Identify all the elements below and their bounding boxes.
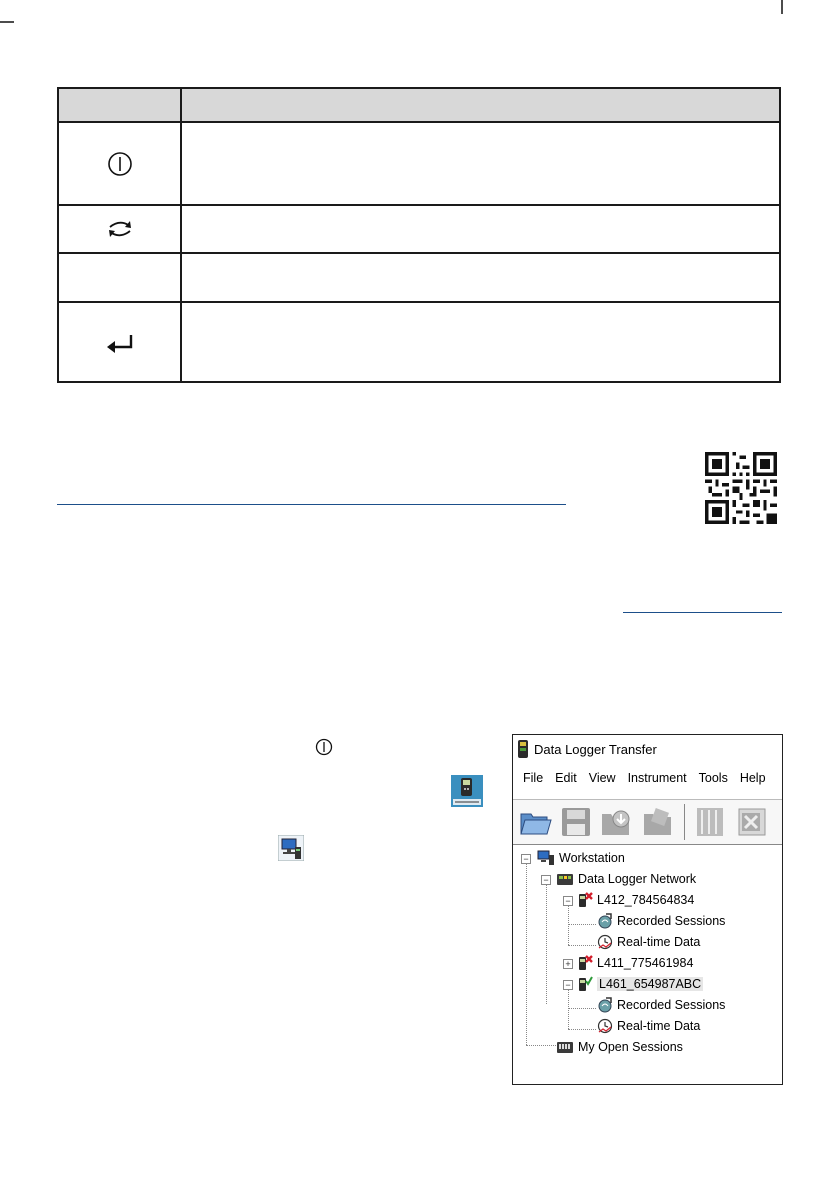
collapse-toggle[interactable]: − bbox=[563, 980, 573, 990]
menu-tools[interactable]: Tools bbox=[698, 771, 728, 785]
logger-connected-icon bbox=[577, 976, 593, 992]
window-title: Data Logger Transfer bbox=[534, 741, 657, 757]
tree-connector bbox=[526, 861, 527, 1045]
tree-label: Workstation bbox=[559, 851, 625, 865]
logger-disconnected-icon bbox=[577, 892, 593, 908]
tree-connector bbox=[568, 945, 596, 946]
network-icon bbox=[556, 871, 574, 887]
open-sessions-icon bbox=[556, 1039, 574, 1055]
tree-label: L461_654987ABC bbox=[599, 977, 702, 991]
save-icon[interactable] bbox=[559, 806, 593, 838]
power-icon bbox=[107, 151, 133, 177]
tree-node-network[interactable] bbox=[556, 870, 696, 888]
tree-label: Recorded Sessions bbox=[617, 998, 726, 1012]
cycle-icon bbox=[106, 217, 134, 241]
collapse-toggle[interactable]: − bbox=[521, 854, 531, 864]
menu-instrument[interactable]: Instrument bbox=[627, 771, 687, 785]
toolbar-separator bbox=[684, 804, 685, 840]
menu-file[interactable]: File bbox=[523, 771, 544, 785]
table-row bbox=[59, 303, 180, 383]
download-icon[interactable] bbox=[599, 806, 633, 838]
app-window bbox=[512, 734, 783, 1085]
table-row bbox=[59, 123, 180, 204]
table-row bbox=[59, 206, 180, 252]
tree-connector bbox=[568, 1029, 596, 1030]
key-function-table bbox=[57, 87, 781, 383]
expand-toggle[interactable]: + bbox=[563, 959, 573, 969]
tree-node-realtime-data[interactable] bbox=[597, 1017, 700, 1035]
data-logger-app-icon[interactable] bbox=[451, 775, 483, 807]
collapse-toggle[interactable]: − bbox=[563, 896, 573, 906]
tree-label: Real-time Data bbox=[617, 935, 701, 949]
recorded-sessions-icon bbox=[597, 997, 613, 1013]
workstation-icon[interactable] bbox=[278, 835, 304, 861]
tree-node-open-sessions[interactable] bbox=[556, 1038, 683, 1056]
excel-icon[interactable] bbox=[735, 806, 769, 838]
menu-view[interactable]: View bbox=[588, 771, 616, 785]
tree-label: Data Logger Network bbox=[578, 872, 697, 886]
realtime-clock-icon bbox=[597, 934, 613, 950]
tree-label: My Open Sessions bbox=[578, 1040, 683, 1054]
open-session-icon[interactable] bbox=[641, 806, 675, 838]
tree-node-recorded-sessions[interactable] bbox=[597, 912, 725, 930]
tree-label: Real-time Data bbox=[617, 1019, 701, 1033]
tree-node-device-selected[interactable] bbox=[577, 975, 703, 993]
tree-connector bbox=[568, 1008, 596, 1009]
menu-bar bbox=[513, 767, 782, 789]
crop-mark bbox=[0, 0, 839, 60]
logger-disconnected-icon bbox=[577, 955, 593, 971]
device-tree bbox=[513, 847, 782, 1084]
app-logo-icon bbox=[518, 740, 528, 758]
enter-icon bbox=[105, 333, 135, 353]
hyperlink-underline[interactable] bbox=[623, 612, 782, 613]
open-folder-icon[interactable] bbox=[519, 806, 553, 838]
menu-edit[interactable]: Edit bbox=[555, 771, 577, 785]
hyperlink-underline[interactable] bbox=[57, 504, 566, 505]
tree-node-realtime-data[interactable] bbox=[597, 933, 700, 951]
tree-label: L411_775461984 bbox=[597, 956, 694, 970]
qr-code-icon[interactable] bbox=[705, 452, 777, 524]
table-row bbox=[59, 254, 180, 301]
tree-node-device[interactable] bbox=[577, 891, 694, 909]
tree-label: L412_784564834 bbox=[597, 893, 695, 907]
realtime-clock-icon bbox=[597, 1018, 613, 1034]
menu-help[interactable]: Help bbox=[739, 771, 766, 785]
tree-node-workstation[interactable] bbox=[537, 849, 625, 867]
export-icon[interactable] bbox=[693, 806, 727, 838]
tree-connector bbox=[568, 924, 596, 925]
tree-connector bbox=[526, 1045, 556, 1046]
collapse-toggle[interactable]: − bbox=[541, 875, 551, 885]
title-bar bbox=[513, 735, 782, 763]
workstation-icon bbox=[537, 850, 555, 866]
column-divider bbox=[180, 89, 182, 381]
tree-label: Recorded Sessions bbox=[617, 914, 726, 928]
recorded-sessions-icon bbox=[597, 913, 613, 929]
tree-connector bbox=[546, 882, 547, 1004]
toolbar bbox=[513, 799, 782, 845]
power-icon bbox=[315, 738, 333, 756]
tree-node-recorded-sessions[interactable] bbox=[597, 996, 725, 1014]
table-header bbox=[59, 89, 779, 123]
tree-node-device[interactable] bbox=[577, 954, 693, 972]
